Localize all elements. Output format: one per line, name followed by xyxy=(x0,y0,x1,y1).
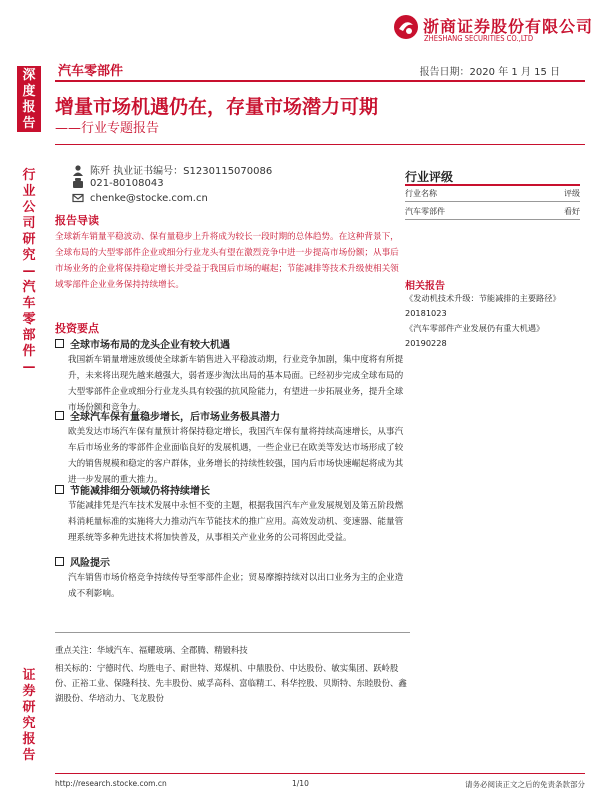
phone-icon xyxy=(72,177,84,189)
point-3-text: 节能减排凭是汽车技术发展中永恒不变的主题，根据我国汽车产业发展规划及第五阶段燃料消耗量标准的实施将大力推动汽车节能技术的推广应用。高效发动机、变速器、能量管理系统等多种先进技术将加快普及，从事相关产业业务的公司将因此受益。 xyxy=(68,501,404,543)
point-1-text: 我国新车销量增速放缓使全球新车销售进入平稳波动期，行业竞争加剧，集中度将有所提升，未来将出现先越来越强大，弱者逐步淘汰出局的基本局面。已经初步完成全球布局的大型零部件企业或细分行业龙头具有较强的抗风险能力，有望进一步拓展业务，提升全球市场份额和竞争力。 xyxy=(68,355,404,413)
footer-disclaimer: 请务必阅读正文之后的免责条款部分 xyxy=(465,780,585,789)
rating-heading: 行业评级 xyxy=(405,170,454,184)
footer-url[interactable]: http://research.stocke.com.cn xyxy=(55,779,167,788)
checkbox-bullet-icon xyxy=(55,411,64,420)
analyst-name: 陈歼 执业证书编号：S1230115070086 xyxy=(90,166,273,177)
side-label-bottom: 证 券 研 究 报 告 xyxy=(22,668,36,763)
analyst-email[interactable]: chenke@stocke.com.cn xyxy=(90,192,208,204)
rating-bottom-rule xyxy=(405,219,580,220)
report-date: 报告日期：2020 年 1 月 15 日 xyxy=(419,67,560,78)
page-title: 增量市场机遇仍在，存量市场潜力可期 xyxy=(55,96,379,118)
point-4-title: 风险提示 xyxy=(55,554,110,569)
analyst-phone-row xyxy=(72,177,164,189)
checkbox-bullet-icon xyxy=(55,485,64,494)
analyst-email-row xyxy=(72,192,208,204)
key-focus-line: 重点关注：华域汽车、福耀玻璃、全郡腾、精锻科技 xyxy=(55,645,248,655)
brand-name-en: ZHESHANG SECURITIES CO.,LTD xyxy=(424,34,534,43)
page-number: 1/10 xyxy=(292,779,309,788)
analyst-phone: 021-80108043 xyxy=(90,177,164,189)
rating-top-rule xyxy=(405,184,580,186)
sector-label: 汽车零部件 xyxy=(58,64,124,79)
point-2-text: 欧美发达市场汽车保有量预计将保持稳定增长，我国汽车保有量将持续高速增长，从事汽车后市场业务的零部件企业面临良好的发展机遇，一些企业已在欧美等发达市场形成了较大的销售规模和稳定的客户群体，业务增长的持续性较强，国内后市场快速崛起将成为其进一步发展的重大推力。 xyxy=(68,427,404,485)
related-report-1[interactable]: 《发动机技术升级：节能减排的主要路径》20181023 xyxy=(405,293,561,318)
side-label-top: 深 度 报 告 xyxy=(22,68,36,131)
analyst-name-row xyxy=(72,162,272,177)
summary-heading: 报告导读 xyxy=(55,214,99,227)
focus-divider xyxy=(55,632,410,633)
point-3-title: 节能减排细分领域仍将持续增长 xyxy=(55,482,210,497)
brand-name-cn: 浙商证券股份有限公司 xyxy=(423,17,594,36)
page-subtitle: ——行业专题报告 xyxy=(55,121,160,136)
related-heading: 相关报告 xyxy=(405,281,445,292)
point-1-title: 全球市场布局的龙头企业有较大机遇 xyxy=(55,336,230,351)
rating-mid-rule xyxy=(405,201,580,202)
side-label-middle: 行 业 公 司 研 究 — 汽 车 零 部 件 — xyxy=(22,168,36,375)
brand-logo-icon xyxy=(393,14,419,40)
checkbox-bullet-icon xyxy=(55,557,64,566)
summary-text: 全球新车销量平稳波动、保有量稳步上升将成为较长一段时期的总体趋势。在这种背景下，全球布局的大型零部件企业或细分行业龙头有望在激烈竞争中进一步提高市场份额；从事后市场业务的企业将保持稳定增长并受益于我国后市场的崛起；节能减排等技术升级使相关领域零部件企业业务保持持续增长。 xyxy=(55,232,399,290)
point-2-title: 全球汽车保有量稳步增长，后市场业务极具潜力 xyxy=(55,408,280,423)
footer-rule xyxy=(55,773,585,774)
checkbox-bullet-icon xyxy=(55,339,64,348)
rating-table-header: 行业名称 评级 xyxy=(405,189,580,198)
related-report-2[interactable]: 《汽车零部件产业发展仍有重大机遇》20190228 xyxy=(405,323,545,348)
rating-table-row: 汽车零部件 看好 xyxy=(405,207,580,216)
title-divider xyxy=(55,144,585,145)
investment-heading: 投资要点 xyxy=(55,322,99,335)
related-targets: 相关标的：宁德时代、均胜电子、耐世特、郑煤机、中鼎股份、中达股份、敏实集团、跃岭股份、正裕工业、保隆科技、先丰股份、威孚高科、富临精工、科华控股、贝斯特、东睦股份、鑫湖股份、华培动力、飞龙股份 xyxy=(55,663,407,703)
point-4-text: 汽车销售市场价格竞争持续传导至零部件企业；贸易摩擦持续对以出口业务为主的企业造成不利影响。 xyxy=(68,573,404,599)
mail-icon xyxy=(72,192,84,204)
person-icon xyxy=(72,164,84,176)
